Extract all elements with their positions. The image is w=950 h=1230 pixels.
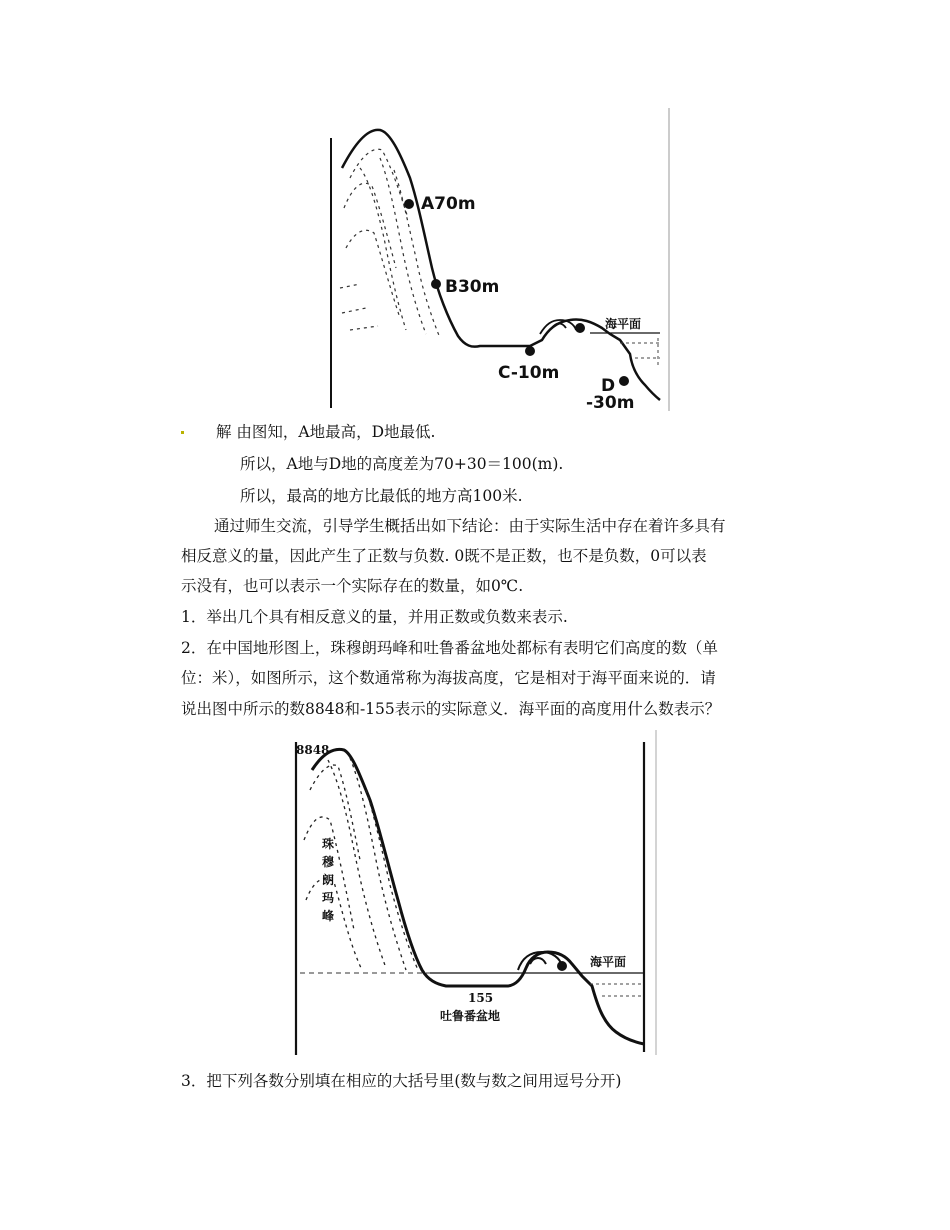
figure-everest-turpan	[290, 730, 662, 1060]
label-peak-height: 8848	[296, 743, 330, 757]
label-peak-char-4: 玛	[322, 891, 335, 905]
terrain-profile	[342, 130, 660, 400]
exercise-2-line-2: 位：米），如图所示，这个数通常称为海拔高度，它是相对于海平面来说的．请	[181, 669, 716, 687]
small-hill	[540, 320, 576, 334]
point-b	[431, 279, 441, 289]
label-peak-char-1: 珠	[322, 837, 335, 851]
exercise-2-line-3: 说出图中所示的数8848和-155表示的实际意义．海平面的高度用什么数表示？	[181, 700, 721, 718]
highlight-marker	[181, 431, 184, 434]
solution-line-3: 所以，最高的地方比最低的地方高100米.	[240, 487, 523, 505]
solution-line-2: 所以，A地与D地的高度差为70+30＝100(m).	[240, 455, 564, 473]
label-sea-level: 海平面	[605, 317, 642, 331]
point-c	[525, 346, 535, 356]
label-basin-depth: 155	[468, 991, 494, 1005]
exercise-3: 3．把下列各数分别填在相应的大括号里(数与数之间用逗号分开)	[181, 1072, 622, 1090]
point-d	[619, 376, 629, 386]
label-sea-level: 海平面	[590, 955, 627, 969]
sea-level-dashes	[620, 338, 660, 366]
mountain-hatching	[340, 149, 440, 338]
label-d: D	[601, 376, 616, 396]
label-d-value: -30m	[586, 393, 635, 413]
label-peak-char-5: 峰	[322, 909, 335, 923]
paragraph-line-2: 相反意义的量，因此产生了正数与负数. 0既不是正数，也不是负数，0可以表	[181, 547, 707, 565]
label-b: B30m	[445, 277, 500, 297]
paragraph-line-3: 示没有，也可以表示一个实际存在的数量，如0℃.	[181, 577, 524, 595]
hill-point	[575, 323, 585, 333]
exercise-1: 1．举出几个具有相反意义的量，并用正数或负数来表示.	[181, 608, 568, 626]
label-peak-char-3: 朗	[322, 873, 335, 887]
label-a: A70m	[421, 194, 476, 214]
solution-line-1: 解 由图知，A地最高，D地最低.	[216, 423, 436, 441]
label-basin-name: 吐鲁番盆地	[440, 1009, 501, 1023]
hill-point	[557, 961, 567, 971]
label-c: C-10m	[498, 363, 560, 383]
point-a	[404, 199, 414, 209]
sea-level-dashes	[590, 984, 642, 996]
figure-elevation-abcd	[320, 108, 675, 413]
exercise-2-line-1: 2．在中国地形图上，珠穆朗玛峰和吐鲁番盆地处都标有表明它们高度的数（单	[181, 639, 718, 657]
paragraph-line-1: 通过师生交流，引导学生概括出如下结论：由于实际生活中存在着许多具有	[214, 517, 726, 535]
label-peak-char-2: 穆	[322, 855, 335, 869]
